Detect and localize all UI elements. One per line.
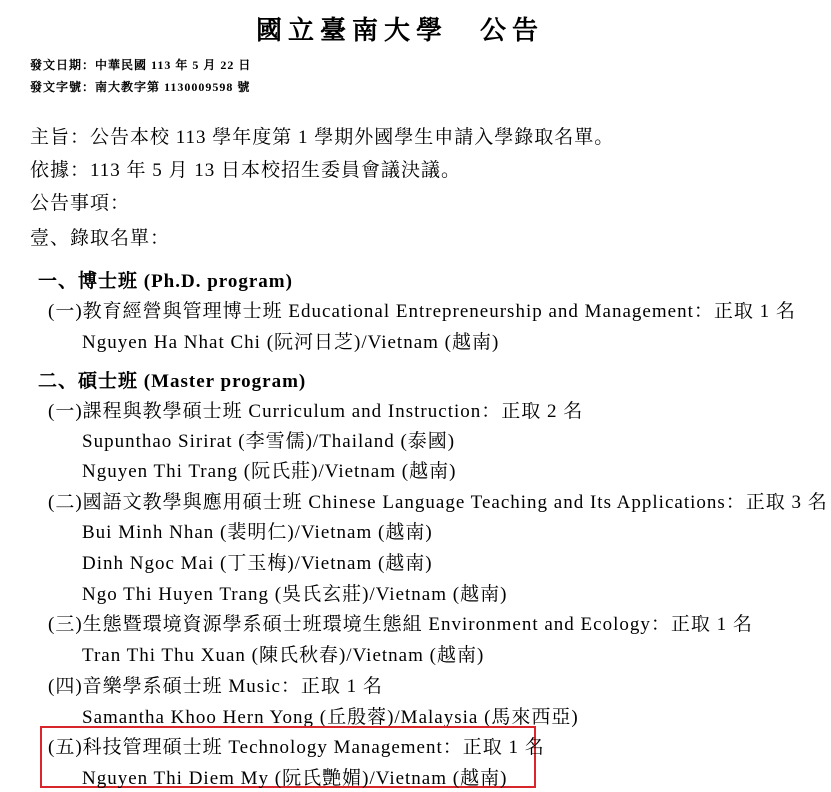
document-number: 發文字號：南大教字第 1130009598 號 [30,80,251,94]
student-entry: Ngo Thi Huyen Trang (吳氏玄莊)/Vietnam (越南) [82,584,508,605]
student-entry: Dinh Ngoc Mai (丁玉梅)/Vietnam (越南) [82,553,433,574]
student-entry: Nguyen Thi Trang (阮氏莊)/Vietnam (越南) [82,461,457,482]
program-name: (一)教育經營與管理博士班 Educational Entrepreneurship and Management：正取 1 名 [48,301,796,322]
student-entry: Nguyen Ha Nhat Chi (阮河日芝)/Vietnam (越南) [82,332,500,353]
issue-date: 發文日期：中華民國 113 年 5 月 22 日 [30,58,252,72]
phd-section-heading: 一、博士班 (Ph.D. program) [38,271,293,292]
student-entry: Tran Thi Thu Xuan (陳氏秋春)/Vietnam (越南) [82,645,485,666]
basis-line: 依據：113 年 5 月 13 日本校招生委員會議決議。 [30,160,462,181]
program-name: (一)課程與教學碩士班 Curriculum and Instruction：正取 2 名 [48,401,584,422]
student-entry: Nguyen Thi Diem My (阮氏艷媚)/Vietnam (越南) [82,768,508,789]
program-name: (三)生態暨環境資源學系碩士班環境生態組 Environment and Ecology：正取 1 名 [48,614,753,635]
program-name: (四)音樂學系碩士班 Music：正取 1 名 [48,676,383,697]
program-name: (五)科技管理碩士班 Technology Management：正取 1 名 [48,737,545,758]
master-section-heading: 二、碩士班 (Master program) [38,371,307,392]
student-entry: Samantha Khoo Hern Yong (丘殷蓉)/Malaysia (馬來西亞) [82,707,579,728]
student-entry: Bui Minh Nhan (裴明仁)/Vietnam (越南) [82,522,433,543]
program-name: (二)國語文教學與應用碩士班 Chinese Language Teaching and Its Applications：正取 3 名 [48,492,828,513]
subject-line: 主旨：公告本校 113 學年度第 1 學期外國學生申請入學錄取名單。 [30,127,615,148]
announcement-title: 國立臺南大學 公告 [255,16,544,45]
student-entry: Supunthao Sirirat (李雪儒)/Thailand (泰國) [82,431,456,452]
part-one-heading: 壹、錄取名單： [30,228,171,249]
notice-items-label: 公告事項： [30,193,131,214]
